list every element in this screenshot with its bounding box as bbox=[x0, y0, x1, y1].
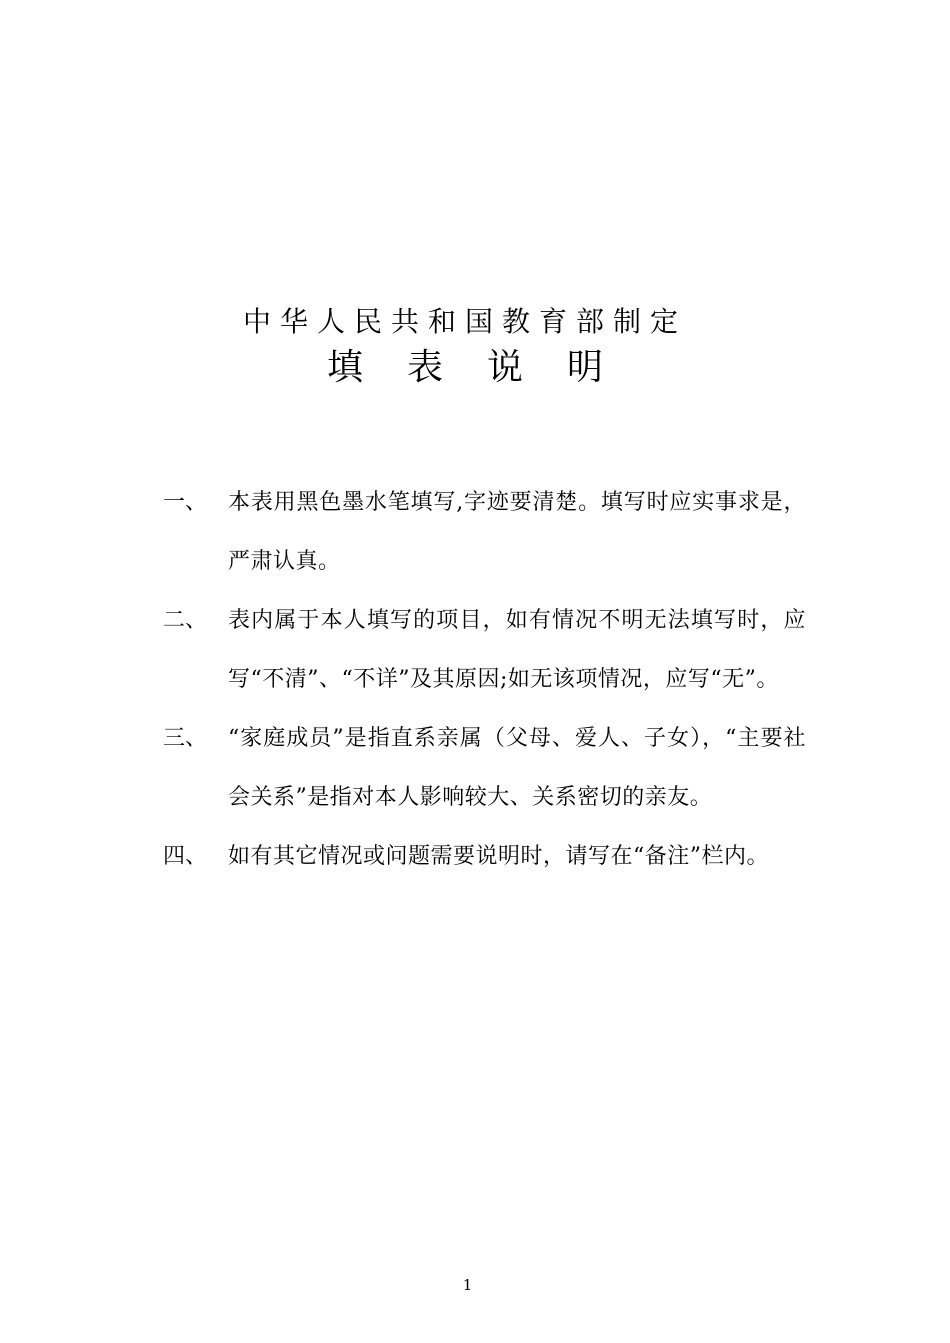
item-text: 如有其它情况或问题需要说明时，请写在“备注”栏内。 bbox=[228, 844, 769, 869]
item-number: 一、 bbox=[163, 490, 208, 515]
instruction-item-2 bbox=[163, 591, 813, 709]
instruction-item-3 bbox=[163, 709, 813, 827]
issuer-line: 中华人民共和国教育部制定 bbox=[242, 305, 687, 338]
item-number: 四、 bbox=[163, 844, 208, 869]
instruction-item-4 bbox=[163, 827, 813, 886]
page-number: 1 bbox=[462, 1276, 473, 1294]
instruction-list bbox=[163, 473, 813, 886]
document-title: 填表说明 bbox=[326, 347, 647, 388]
item-text: 表内属于本人填写的项目，如有情况不明无法填写时，应写“不清”、“不详”及其原因;如无该项情况，应写“无”。 bbox=[228, 608, 806, 692]
item-text: “家庭成员”是指直系亲属（父母、爱人、子女），“主要社会关系”是指对本人影响较大、关系密切的亲友。 bbox=[228, 726, 806, 810]
instruction-item-1 bbox=[163, 473, 813, 591]
item-text: 本表用黑色墨水笔填写,字迹要清楚。填写时应实事求是，严肃认真。 bbox=[228, 490, 806, 574]
item-number: 二、 bbox=[163, 608, 208, 633]
item-number: 三、 bbox=[163, 726, 208, 751]
